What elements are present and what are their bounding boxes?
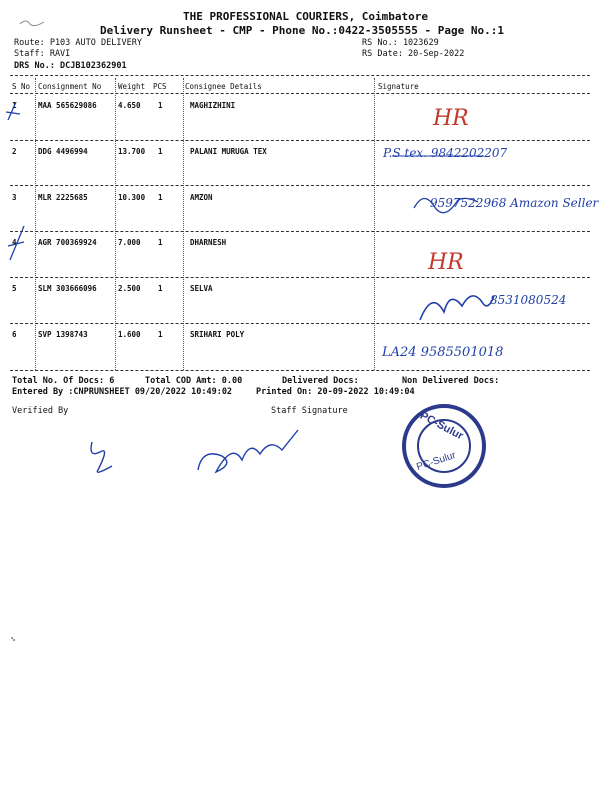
- row-pcs: 1: [158, 147, 163, 156]
- row-weight: 4.650: [118, 101, 141, 110]
- row-consignee: AMZON: [190, 193, 213, 202]
- col-separator: [183, 78, 184, 370]
- row-divider: [10, 231, 590, 232]
- row-consignee: SRIHARI POLY: [190, 330, 245, 339]
- stamp-top-text: PC-Sulur: [417, 409, 466, 443]
- row-pcs: 1: [158, 101, 163, 110]
- col-header-sno: S No: [12, 82, 31, 91]
- staff-signature-label: Staff Signature: [271, 406, 348, 416]
- row-sno: 3: [12, 193, 17, 202]
- staff-signature-ink: [198, 430, 298, 472]
- col-header-signature: Signature: [378, 82, 419, 91]
- verified-signature: [91, 442, 112, 472]
- row-pcs: 1: [158, 330, 163, 339]
- signature-ink: HR: [433, 106, 469, 131]
- staff-label: Staff: RAVI: [14, 49, 71, 59]
- total-cod: Total COD Amt: 0.00: [145, 376, 243, 386]
- rs-date: RS Date: 20-Sep-2022: [362, 49, 465, 59]
- stamp-bottom-text: PC-Sulur: [415, 449, 458, 474]
- signature-ink: HR: [428, 250, 464, 275]
- col-header-consignment: Consignment No: [38, 82, 102, 91]
- row-pcs: 1: [158, 238, 163, 247]
- row-sno: 1: [12, 101, 17, 110]
- delivered-docs: Delivered Docs:: [282, 376, 359, 386]
- row-consignee: DHARNESH: [190, 238, 227, 247]
- table-bottom-divider: [10, 370, 590, 371]
- row-sno: 6: [12, 330, 17, 339]
- col-header-pcs: PCS: [153, 82, 167, 91]
- stamp-outer-ring: [404, 406, 484, 486]
- row-weight: 7.000: [118, 238, 141, 247]
- row-divider: [10, 277, 590, 278]
- row-sno: 5: [12, 284, 17, 293]
- row-consignment: SLM 303666096: [38, 284, 97, 293]
- row-pcs: 1: [158, 284, 163, 293]
- col-separator: [35, 78, 36, 370]
- speck: [13, 639, 15, 641]
- row-consignment: SVP 1398743: [38, 330, 88, 339]
- row-consignment: MAA 565629086: [38, 101, 97, 110]
- runsheet-subtitle: Delivery Runsheet - CMP - Phone No.:0422-3505555 - Page No.:1: [100, 24, 504, 37]
- row-consignee: MAGHIZHINI: [190, 101, 236, 110]
- company-title: THE PROFESSIONAL COURIERS, Coimbatore: [183, 10, 429, 23]
- row-sno: 4: [12, 238, 17, 247]
- signature-ink: 9597522968 Amazon Seller: [430, 196, 599, 210]
- signature-ink: P.S tex. 9842202207: [383, 146, 508, 160]
- col-header-weight: Weight: [118, 82, 146, 91]
- column-header-divider: [10, 93, 590, 94]
- row-divider: [10, 185, 590, 186]
- col-separator: [115, 78, 116, 370]
- row-consignment: AGR 700369924: [38, 238, 97, 247]
- col-header-consignee: Consignee Details: [185, 82, 262, 91]
- corner-scribble: [20, 21, 44, 26]
- header-divider: [10, 75, 590, 76]
- row-divider: [10, 140, 590, 141]
- speck: [11, 637, 13, 639]
- row-consignment: DDG 4496994: [38, 147, 88, 156]
- route-label: Route: P103 AUTO DELIVERY: [14, 38, 142, 48]
- row-divider: [10, 323, 590, 324]
- row-weight: 13.700: [118, 147, 146, 156]
- printed-on: Printed On: 20-09-2022 10:49:04: [256, 387, 415, 397]
- row-weight: 2.500: [118, 284, 141, 293]
- drs-number: DRS No.: DCJB102362901: [14, 61, 127, 71]
- row-sno: 2: [12, 147, 17, 156]
- verified-by-label: Verified By: [12, 406, 69, 416]
- non-delivered-docs: Non Delivered Docs:: [402, 376, 500, 386]
- row-5-scribble: [420, 296, 494, 320]
- signature-ink: 8531080524: [490, 293, 567, 307]
- entered-by: Entered By :CNPRUNSHEET 09/20/2022 10:49:02: [12, 387, 233, 397]
- total-docs: Total No. Of Docs: 6: [12, 376, 115, 386]
- signature-ink: LA24 9585501018: [382, 345, 504, 360]
- col-separator: [374, 78, 375, 370]
- row-consignee: PALANI MURUGA TEX: [190, 147, 267, 156]
- rs-number: RS No.: 1023629: [362, 38, 439, 48]
- row-pcs: 1: [158, 193, 163, 202]
- row-weight: 1.600: [118, 330, 141, 339]
- row-weight: 10.300: [118, 193, 146, 202]
- row-consignment: MLR 2225685: [38, 193, 88, 202]
- row-consignee: SELVA: [190, 284, 213, 293]
